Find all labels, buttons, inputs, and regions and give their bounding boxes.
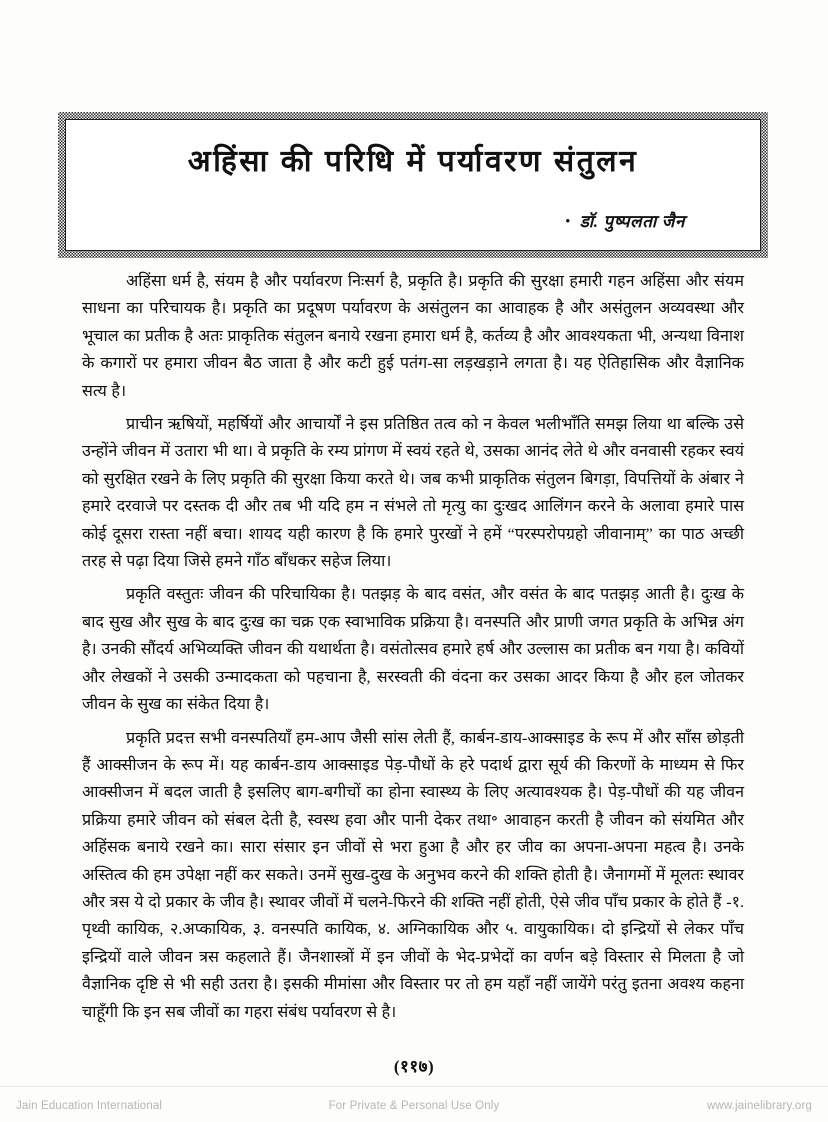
bullet-icon: •	[565, 213, 571, 228]
footer-usage-notice: For Private & Personal Use Only	[328, 1100, 500, 1112]
title-frame-inner-surface	[69, 123, 757, 247]
page-number: (११७)	[393, 1057, 435, 1076]
paragraph-3: प्रकृति वस्तुतः जीवन की परिचायिका है। पतझड़ के बाद वसंत, और वसंत के बाद पतझड़ आती है। दुःख के बाद सुख और सुख के बाद दुःख का चक्र एक स्वाभाविक प्रक्रिया है। वनस्पति और प्राणी जगत प्रकृति के अभिन्न अंग है। उनकी सौंदर्य अभिव्यक्ति जीवन की यथार्थता है। वसंतोत्सव हमारे हर्ष और उल्लास का प्रतीक बन गया है। कवियों और लेखकों ने उसकी उन्मादकता को पहचाना है, सरस्वती की वंदना कर उसका आदर किया है और हल जोतकर जीवन के सुख का संकेत दिया है।	[82, 586, 744, 714]
footer-website-link[interactable]: www.jainelibrary.org	[706, 1100, 812, 1112]
footer-organization: Jain Education International	[16, 1100, 163, 1112]
author-name: डॉ. पुष्पलता जैन	[579, 212, 685, 231]
page-footer	[0, 1090, 828, 1122]
title-frame	[58, 112, 768, 258]
paragraph-1: अहिंसा धर्म है, संयम है और पर्यावरण निःसर्ग है, प्रकृति है। प्रकृति की सुरक्षा हमारी गहन अहिंसा और संयम साधना का परिचायक है। प्रकृति का प्रदूषण पर्यावरण के असंतुलन का आवाहक है और असंतुलन अव्यवस्था और भूचाल का प्रतीक है अतः प्राकृतिक संतुलन बनाये रखना हमारा धर्म है, कर्तव्य है और आवश्यकता भी, अन्यथा विनाश के कगारों पर हमारा जीवन बैठ जाता है और कटी हुई पतंग-सा लड़खड़ाने लगता है। यह ऐतिहासिक और वैज्ञानिक सत्य है।	[82, 273, 744, 400]
paragraph-2: प्राचीन ऋषियों, महर्षियों और आचार्यों ने इस प्रतिष्ठित तत्व को न केवल भलीभाँति समझ लिया था बल्कि उसे उन्होंने जीवन में उतारा भी था। वे प्रकृति के रम्य प्रांगण में स्वयं रहते थे, उसका आनंद लेते थे और वनवासी रहकर स्वयं को सुरक्षित रखने के लिए प्रकृति की सुरक्षा किया करते थे। जब कभी प्राकृतिक संतुलन बिगड़ा, विपत्तियों के अंबार ने हमारे दरवाजे पर दस्तक दी और तब भी यदि हम न संभले तो मृत्यु का दुःखद आलिंगन करने के अलावा हमारे पास कोई दूसरा रास्ता नहीं बचा। शायद यही कारण है कि हमारे पुरखों ने हमें “परस्परोपग्रहो जीवानाम्” का पाठ अच्छी तरह से पढ़ा दिया जिसे हमने गाँठ बाँधकर सहेज लिया।	[82, 416, 744, 571]
paragraph-4: प्रकृति प्रदत्त सभी वनस्पतियाँ हम-आप जैसी सांस लेती हैं, कार्बन-डाय-आक्साइड के रूप में और साँस छोड़ती हैं आक्सीजन के रूप में। यह कार्बन-डाय आक्साइड पेड़-पौधों के हरे पदार्थ द्वारा सूर्य की किरणों के माध्यम से फिर आक्सीजन में बदल जाती है इसलिए बाग-बगीचों का होना स्वास्थ्य के लिए अत्यावश्यक है। पेड़-पौधों की यह जीवन प्रक्रिया हमारे जीवन को संबल देती है, स्वस्थ हवा और पानी देकर तथा॰ आवाहन करती है जीवन को संयमित और अहिंसक बनाये रखने का। सारा संसार इन जीवों से भरा हुआ है और हर जीव का अपना-अपना महत्व है। उनके अस्तित्व की हम उपेक्षा नहीं कर सकते। उनमें सुख-दुख के अनुभव करने की शक्ति होती है। जैनागमों में मूलतः स्थावर और त्रस ये दो प्रकार के जीव है। स्थावर जीवों में चलने-फिरने की शक्ति नहीं होती, ऐसे जीव पाँच प्रकार के होते हैं -१. पृथ्वी कायिक, २.अप्कायिक, ३. वनस्पति कायिक, ४. अग्निकायिक और ५. वायुकायिक। दो इन्द्रियों से लेकर पाँच इन्द्रियों वाले जीवन त्रस कहलाते हैं। जैनशास्त्रों में इन जीवों के भेद-प्रभेदों का वर्णन बड़े विस्तार से मिलता है जो वैज्ञानिक दृष्टि से भी सही उतरा है। इसकी मीमांसा और विस्तार पर तो हम यहाँ नहीं जायेंगे परंतु इतना अवश्य कहना चाहूँगी कि इन सब जीवों का गहरा संबंध पर्यावरण से है।	[82, 729, 744, 1021]
title-frame-inner-border	[65, 119, 761, 251]
page-title: अहिंसा की परिधि में पर्यावरण संतुलन	[187, 145, 639, 178]
footer-divider	[0, 1086, 828, 1087]
author-byline	[566, 209, 685, 232]
body-text-column	[82, 268, 744, 1026]
